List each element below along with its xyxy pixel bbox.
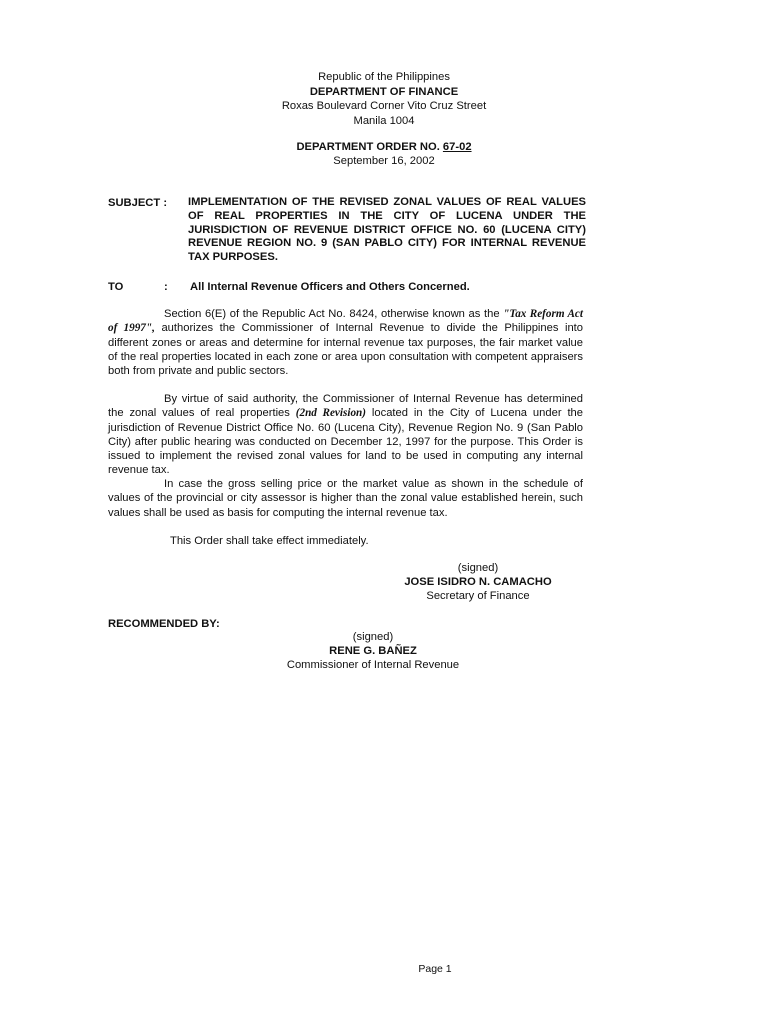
subject-text: IMPLEMENTATION OF THE REVISED ZONAL VALUES OF REAL VALUES OF REAL PROPERTIES IN THE CITY OF LUCENA UNDER THE JURISDICTION OF REVENUE DISTRICT OFFICE NO. 60 (LUCENA CITY) REVENUE REGION NO. 9 (SAN PABLO CITY) FOR INTERNAL REVENUE TAX PURPOSES. xyxy=(188,196,586,264)
signature-2-name: RENE G. BAÑEZ xyxy=(329,645,417,658)
paragraph-1-text-a: Section 6(E) of the Republic Act No. 8424, otherwise known as the xyxy=(164,308,504,320)
to-colon: : xyxy=(164,281,168,293)
paragraph-2 xyxy=(108,392,583,478)
order-number: 67-02 xyxy=(442,141,472,153)
page-number: Page 1 xyxy=(418,963,452,975)
order-title xyxy=(0,140,768,154)
paragraph-1-law-name: "Tax Reform Act of 1997", xyxy=(108,308,583,335)
signature-block-secretary xyxy=(388,561,568,604)
paragraph-2-text-b: located in the City of Lucena under the jurisdiction of Revenue District Office No. 60 (Lucena City), Revenue Region No. 9 (San Pablo City) after public hearing was conducted on December 12, 1997 for the purpose. This Order is issued to implement the revised zonal values for land to be used in computing any internal revenue tax. xyxy=(108,407,583,477)
paragraph-1-text-b: authorizes the Commissioner of Internal Revenue to divide the Philippines into different zones or areas and determine for internal revenue tax purposes, the fair market value of the real properties located in each zone or area upon consultation with competent appraisers both from private and public sectors. xyxy=(108,322,583,378)
paragraph-3-text: In case the gross selling price or the market value as shown in the schedule of values of the provincial or city assessor is higher than the zonal value established herein, such values shall be used as basis for computing the internal revenue tax. xyxy=(108,478,583,519)
letterhead-department: DEPARTMENT OF FINANCE xyxy=(309,85,459,98)
letterhead-address: Roxas Boulevard Corner Vito Cruz Street xyxy=(281,100,487,112)
letterhead-country: Republic of the Philippines xyxy=(318,71,450,83)
to-label: TO xyxy=(108,281,124,293)
signature-1-name: JOSE ISIDRO N. CAMACHO xyxy=(404,576,552,589)
paragraph-4: This Order shall take effect immediately. xyxy=(170,535,369,547)
paragraph-2-text-a: By virtue of said authority, the Commissioner of Internal Revenue has determined the zonal values of real properties xyxy=(108,393,583,420)
paragraph-2-revision: (2nd Revision) xyxy=(295,407,366,420)
order-heading xyxy=(0,140,768,168)
letterhead-city: Manila 1004 xyxy=(353,114,415,127)
paragraph-3 xyxy=(108,477,583,520)
subject-label: SUBJECT : xyxy=(108,197,168,209)
letterhead xyxy=(0,70,768,128)
recommended-by-label: RECOMMENDED BY: xyxy=(108,618,220,630)
paragraph-1 xyxy=(108,307,583,378)
signature-2-title: Commissioner of Internal Revenue xyxy=(286,659,460,672)
signature-1-signed: (signed) xyxy=(457,562,499,574)
signature-1-title: Secretary of Finance xyxy=(426,590,530,603)
order-title-prefix: DEPARTMENT ORDER NO. xyxy=(296,141,443,153)
to-recipients: All Internal Revenue Officers and Others Concerned. xyxy=(190,281,470,293)
signature-2-signed: (signed) xyxy=(352,631,394,643)
order-date: September 16, 2002 xyxy=(333,155,435,167)
signature-block-commissioner xyxy=(260,630,486,673)
